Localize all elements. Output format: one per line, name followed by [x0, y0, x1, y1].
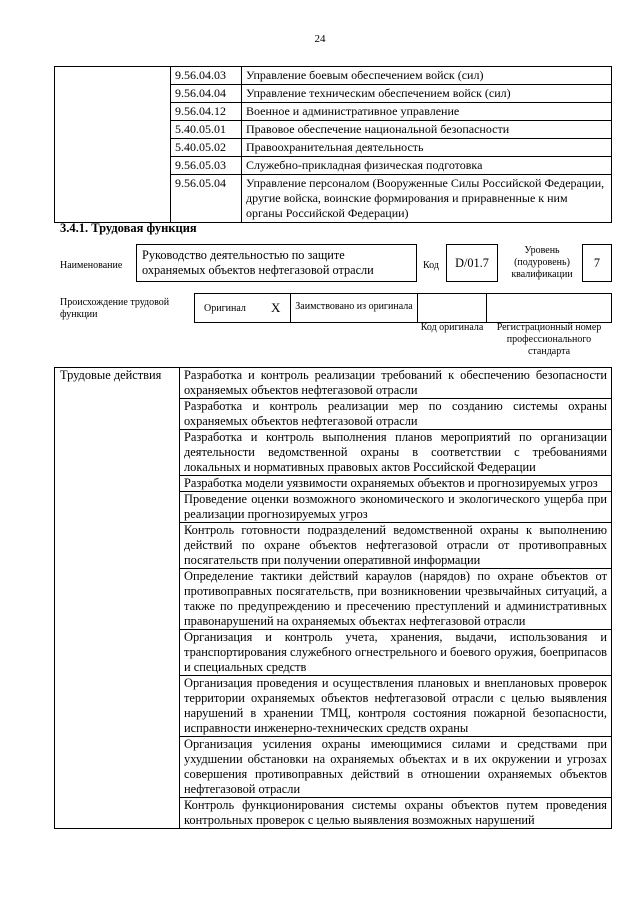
actions-header: Трудовые действия: [55, 368, 180, 829]
action-item: Определение тактики действий караулов (нарядов) по охране объектов от противоправных посягательств, при возникновении чрезвычайных ситуаций, а также по предупреждению и пресечению преступлений и административных правонарушений на охраняемых объектах нефтегазовой отрасли: [180, 569, 612, 630]
function-code-box: [446, 244, 498, 282]
empty-cell: [55, 67, 171, 223]
name-cell: Управление персоналом (Вооруженные Силы Российской Федерации, другие войска, воинские формирования и приравненные к ним органы Российской Федерации): [242, 175, 612, 223]
function-name-value: Руководство деятельностью по защите охраняемых объектов нефтегазовой отрасли: [142, 248, 374, 277]
name-cell: Военное и административное управление: [242, 103, 612, 121]
code-cell: 9.56.05.03: [171, 157, 242, 175]
original-mark: X: [271, 300, 281, 315]
action-item: Проведение оценки возможного экономического и экологического ущерба при реализации прогнозируемых угроз: [180, 492, 612, 523]
action-item: Организация и контроль учета, хранения, выдачи, использования и транспортирования служебного огнестрельного и боевого оружия, боеприпасов и специальных средств: [180, 630, 612, 676]
code-cell: 9.56.04.12: [171, 103, 242, 121]
borrowed-label: Заимствовано из оригинала: [295, 301, 413, 312]
reg-number-cell: [486, 293, 612, 323]
level-label: Уровень (подуровень) квалификации: [511, 245, 573, 280]
action-item: Разработка и контроль выполнения планов мероприятий по организации деятельности ведомственной охраны в соответствии с требованиями локальных и нормативных правовых актов Российской Федерации: [180, 430, 612, 476]
code-cell: 5.40.05.02: [171, 139, 242, 157]
name-cell: Управление техническим обеспечением войск (сил): [242, 85, 612, 103]
origin-label: Происхождение трудовой функции: [60, 297, 170, 320]
action-item: Организация проведения и осуществления плановых и внеплановых проверок территории охраняемых объектов нефтегазовой отрасли с целью выявления нарушений в хранении ТМЦ, контроля состояния пожарной безопасности, исправности инженерно-технических средств охраны: [180, 676, 612, 737]
code-cell: 5.40.05.01: [171, 121, 242, 139]
borrowed-cell: [290, 293, 418, 323]
table-row: [55, 368, 612, 399]
section-title: 3.4.1. Трудовая функция: [60, 221, 197, 235]
action-item: Разработка и контроль реализации требований к обеспечению безопасности охраняемых объектов нефтегазовой отрасли: [180, 368, 612, 399]
function-name-box: [136, 244, 417, 282]
name-cell: Правовое обеспечение национальной безопасности: [242, 121, 612, 139]
code-cell: 9.56.05.04: [171, 175, 242, 223]
reg-caption: Регистрационный номер профессионального стандарта: [496, 322, 602, 357]
original-cell: [194, 293, 291, 323]
action-item: Контроль функционирования системы охраны объектов путем проведения контрольных проверок с целью выявления возможных нарушений: [180, 798, 612, 829]
specialty-codes-table: [54, 66, 612, 223]
name-label: Наименование: [60, 260, 123, 271]
table-row: [55, 67, 612, 85]
code-cell: 9.56.04.03: [171, 67, 242, 85]
name-cell: Управление боевым обеспечением войск (сил): [242, 67, 612, 85]
labor-actions-table: [54, 367, 612, 829]
name-cell: Правоохранительная деятельность: [242, 139, 612, 157]
level-value: 7: [593, 256, 601, 270]
level-box: [582, 244, 612, 282]
name-cell: Служебно-прикладная физическая подготовка: [242, 157, 612, 175]
action-item: Организация усиления охраны имеющимися силами и средствами при ухудшении обстановки на охраняемых объектах и в их окружении и угрозах совершения противоправных действий в отношении охраняемых объектов нефтегазовой отрасли: [180, 737, 612, 798]
action-item: Разработка и контроль реализации мер по созданию системы охраны охраняемых объектов нефтегазовой отрасли: [180, 399, 612, 430]
action-item: Разработка модели уязвимости охраняемых объектов и прогнозируемых угроз: [180, 476, 612, 492]
action-item: Контроль готовности подразделений ведомственной охраны к выполнению действий по охране объектов нефтегазовой отрасли от противоправных посягательств при получении оперативной информации: [180, 523, 612, 569]
code-cell: 9.56.04.04: [171, 85, 242, 103]
code-caption: Код оригинала: [420, 322, 484, 333]
function-code-value: D/01.7: [455, 256, 489, 270]
page-number: 24: [314, 33, 326, 45]
original-code-cell: [417, 293, 487, 323]
original-label: Оригинал: [204, 303, 246, 314]
code-label: Код: [423, 260, 439, 271]
